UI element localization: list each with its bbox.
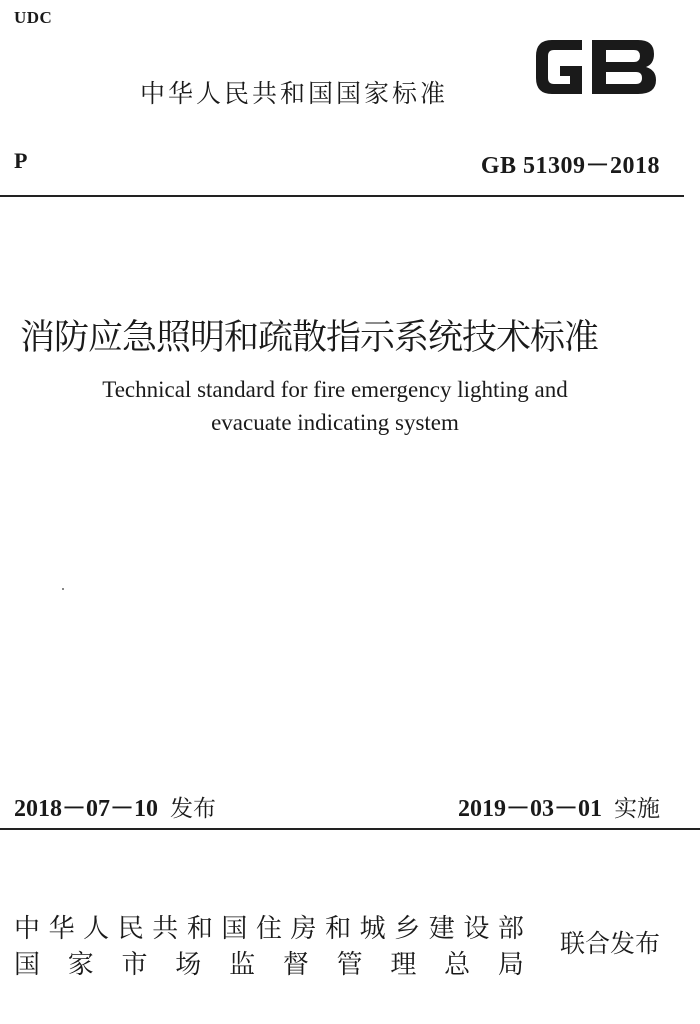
issuer-char: 乡 <box>394 914 421 944</box>
effective-date: 2019－03－01 <box>458 796 602 822</box>
title-english-line-2: evacuate indicating system <box>211 410 459 435</box>
issuer-char: 房 <box>290 914 317 944</box>
issuer-char: 华 <box>48 914 75 944</box>
issuer-char: 家 <box>67 950 94 980</box>
udc-label: UDC <box>14 8 53 27</box>
issuer-char: 督 <box>282 950 309 980</box>
issuer-char: 市 <box>121 950 148 980</box>
top-divider <box>0 195 684 197</box>
standard-number: GB 51309－2018 <box>480 153 660 179</box>
issuer-line-2 <box>14 944 524 981</box>
national-standard-heading: 中华人民共和国国家标准 <box>140 79 449 108</box>
issuer-char: 国 <box>14 950 41 980</box>
issuer-char: 民 <box>117 914 144 944</box>
title-english <box>0 373 670 439</box>
issuer-char: 场 <box>175 950 202 980</box>
issuer-char: 监 <box>229 950 256 980</box>
issuer-char: 国 <box>221 914 248 944</box>
joint-issue-label: 联合发布 <box>559 929 660 958</box>
speck <box>62 588 64 590</box>
issuer-char: 和 <box>186 914 213 944</box>
issuer-char: 部 <box>497 914 524 944</box>
issuer-char: 住 <box>255 914 282 944</box>
issue-label: 发布 <box>170 796 216 822</box>
classification-code: P <box>14 148 28 173</box>
issuer-char: 理 <box>390 950 417 980</box>
effective-label: 实施 <box>614 796 660 822</box>
issue-date: 2018－07－10 <box>14 796 158 822</box>
bottom-divider <box>0 828 700 830</box>
gb-logo <box>530 32 664 102</box>
issuer-char: 设 <box>463 914 490 944</box>
issuer-char: 和 <box>325 914 352 944</box>
issue-date-block <box>14 788 216 823</box>
issuer-char: 总 <box>444 950 471 980</box>
issuer-char: 人 <box>83 914 110 944</box>
issuer-char: 城 <box>359 914 386 944</box>
gb-logo-text: GB <box>530 32 532 33</box>
issuer-char: 中 <box>14 914 41 944</box>
issuer-char: 局 <box>497 950 524 980</box>
issuer-line-1 <box>14 908 524 945</box>
issuer-char: 建 <box>428 914 455 944</box>
title-english-line-1: Technical standard for fire emergency lighting and <box>102 377 568 402</box>
issuer-char: 管 <box>336 950 363 980</box>
issuer-char: 共 <box>152 914 179 944</box>
title-chinese: 消防应急照明和疏散指示系统技术标准 <box>20 318 599 358</box>
effective-date-block <box>458 788 660 823</box>
